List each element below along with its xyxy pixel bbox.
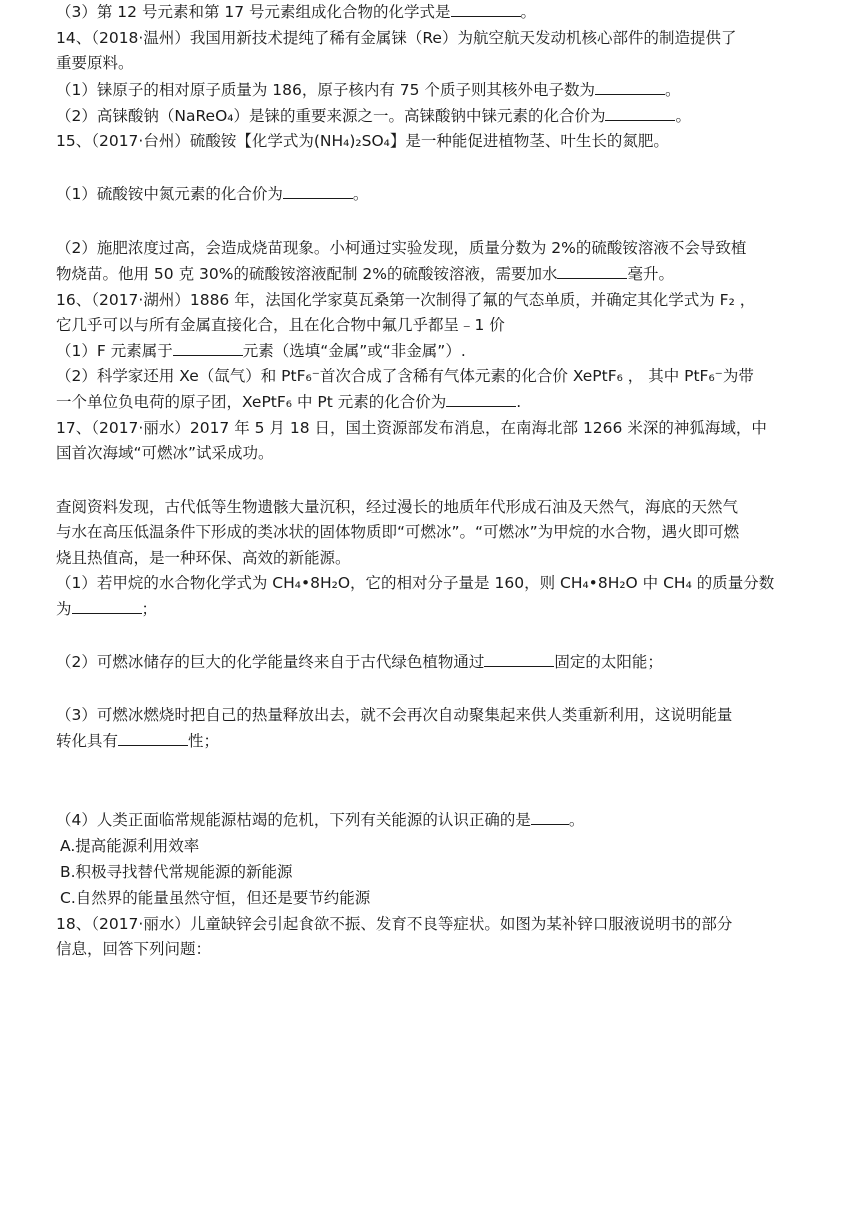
answer-blank[interactable] (605, 106, 675, 121)
option-a: A.提高能源利用效率 (60, 837, 200, 855)
q14-part2: （2）高铼酸钠（NaReO₄）是铼的重要来源之一。高铼酸钠中铼元素的化合价为 。 (56, 107, 691, 125)
q17-part1-cont: 为 ； (56, 600, 158, 618)
q17-part2: （2）可燃冰储存的巨大的化学能量终来自于古代绿色植物通过 固定的太阳能； (56, 653, 663, 671)
q15-part1: （1）硫酸铵中氮元素的化合价为 。 (56, 185, 369, 203)
q13-part3: （3）第 12 号元素和第 17 号元素组成化合物的化学式是 。 (56, 3, 537, 21)
q16-part2: （2）科学家还用 Xe（氙气）和 PtF₆⁻首次合成了含稀有气体元素的化合价 XePtF₆ ， 其中 PtF₆⁻为带 (56, 367, 754, 385)
answer-blank[interactable] (283, 184, 353, 199)
q15-part2: （2）施肥浓度过高，会造成烧苗现象。小柯通过实验发现，质量分数为 2%的硫酸铵溶液不会导致植 (56, 239, 747, 257)
answer-blank[interactable] (173, 341, 243, 356)
q17-stem: 17、（2017·丽水）2017 年 5 月 18 日，国土资源部发布消息，在南海北部 1266 米深的神狐海域，中 (56, 419, 767, 437)
q17-stem-cont: 国首次海域“可燃冰”试采成功。 (56, 444, 274, 462)
answer-blank[interactable] (595, 80, 665, 95)
q17-part4: （4）人类正面临常规能源枯竭的危机，下列有关能源的认识正确的是 。 (56, 811, 585, 829)
q14-part1: （1）铼原子的相对原子质量为 186，原子核内有 75 个质子则其核外电子数为 。 (56, 81, 681, 99)
q14-stem: 14、（2018·温州）我国用新技术提纯了稀有金属铼（Re）为航空航天发动机核心部件的制造提供了 (56, 29, 737, 47)
q18-stem-cont: 信息，回答下列问题： (56, 940, 212, 958)
q16-stem-cont: 它几乎可以与所有金属直接化合，且在化合物中氟几乎都呈﹣1 价 (56, 316, 505, 334)
q17-part3-cont: 转化具有 性； (56, 732, 220, 750)
q15-part2-cont: 物烧苗。他用 50 克 30%的硫酸铵溶液配制 2%的硫酸铵溶液，需要加水 毫升。 (56, 265, 674, 283)
q15-stem: 15、（2017·台州）硫酸铵【化学式为(NH₄)₂SO₄】是一种能促进植物茎、叶生长的氮肥。 (56, 132, 669, 150)
answer-blank[interactable] (118, 731, 188, 746)
q17-part3: （3）可燃冰燃烧时把自己的热量释放出去，就不会再次自动聚集起来供人类重新利用，这说明能量 (56, 706, 733, 724)
answer-blank[interactable] (446, 392, 516, 407)
answer-blank[interactable] (531, 810, 569, 825)
answer-blank[interactable] (484, 652, 554, 667)
option-c: C.自然界的能量虽然守恒，但还是要节约能源 (60, 889, 371, 907)
q17-part1: （1）若甲烷的水合物化学式为 CH₄•8H₂O，它的相对分子量是 160，则 CH₄•8H₂O 中 CH₄ 的质量分数 (56, 574, 775, 592)
answer-blank[interactable] (557, 264, 627, 279)
answer-blank[interactable] (72, 599, 142, 614)
q17-material-cont: 与水在高压低温条件下形成的类冰状的固体物质即“可燃冰”。“可燃冰”为甲烷的水合物，遇火即可燃 (56, 523, 740, 541)
answer-blank[interactable] (451, 2, 521, 17)
option-b: B.积极寻找替代常规能源的新能源 (60, 863, 293, 881)
q16-part1: （1）F 元素属于 元素（选填“金属”或“非金属”）. (56, 342, 466, 360)
q17-material: 查阅资料发现，古代低等生物遗骸大量沉积，经过漫长的地质年代形成石油及天然气，海底的天然气 (56, 498, 739, 516)
q17-material-cont: 烧且热值高，是一种环保、高效的新能源。 (56, 549, 351, 567)
q16-stem: 16、（2017·湖州）1886 年，法国化学家莫瓦桑第一次制得了氟的气态单质，并确定其化学式为 F₂ ， (56, 291, 756, 309)
q18-stem: 18、（2017·丽水）儿童缺锌会引起食欲不振、发育不良等症状。如图为某补锌口服液说明书的部分 (56, 915, 733, 933)
q14-stem-cont: 重要原料。 (56, 54, 134, 72)
q16-part2-cont: 一个单位负电荷的原子团，XePtF₆ 中 Pt 元素的化合价为 . (56, 393, 522, 411)
